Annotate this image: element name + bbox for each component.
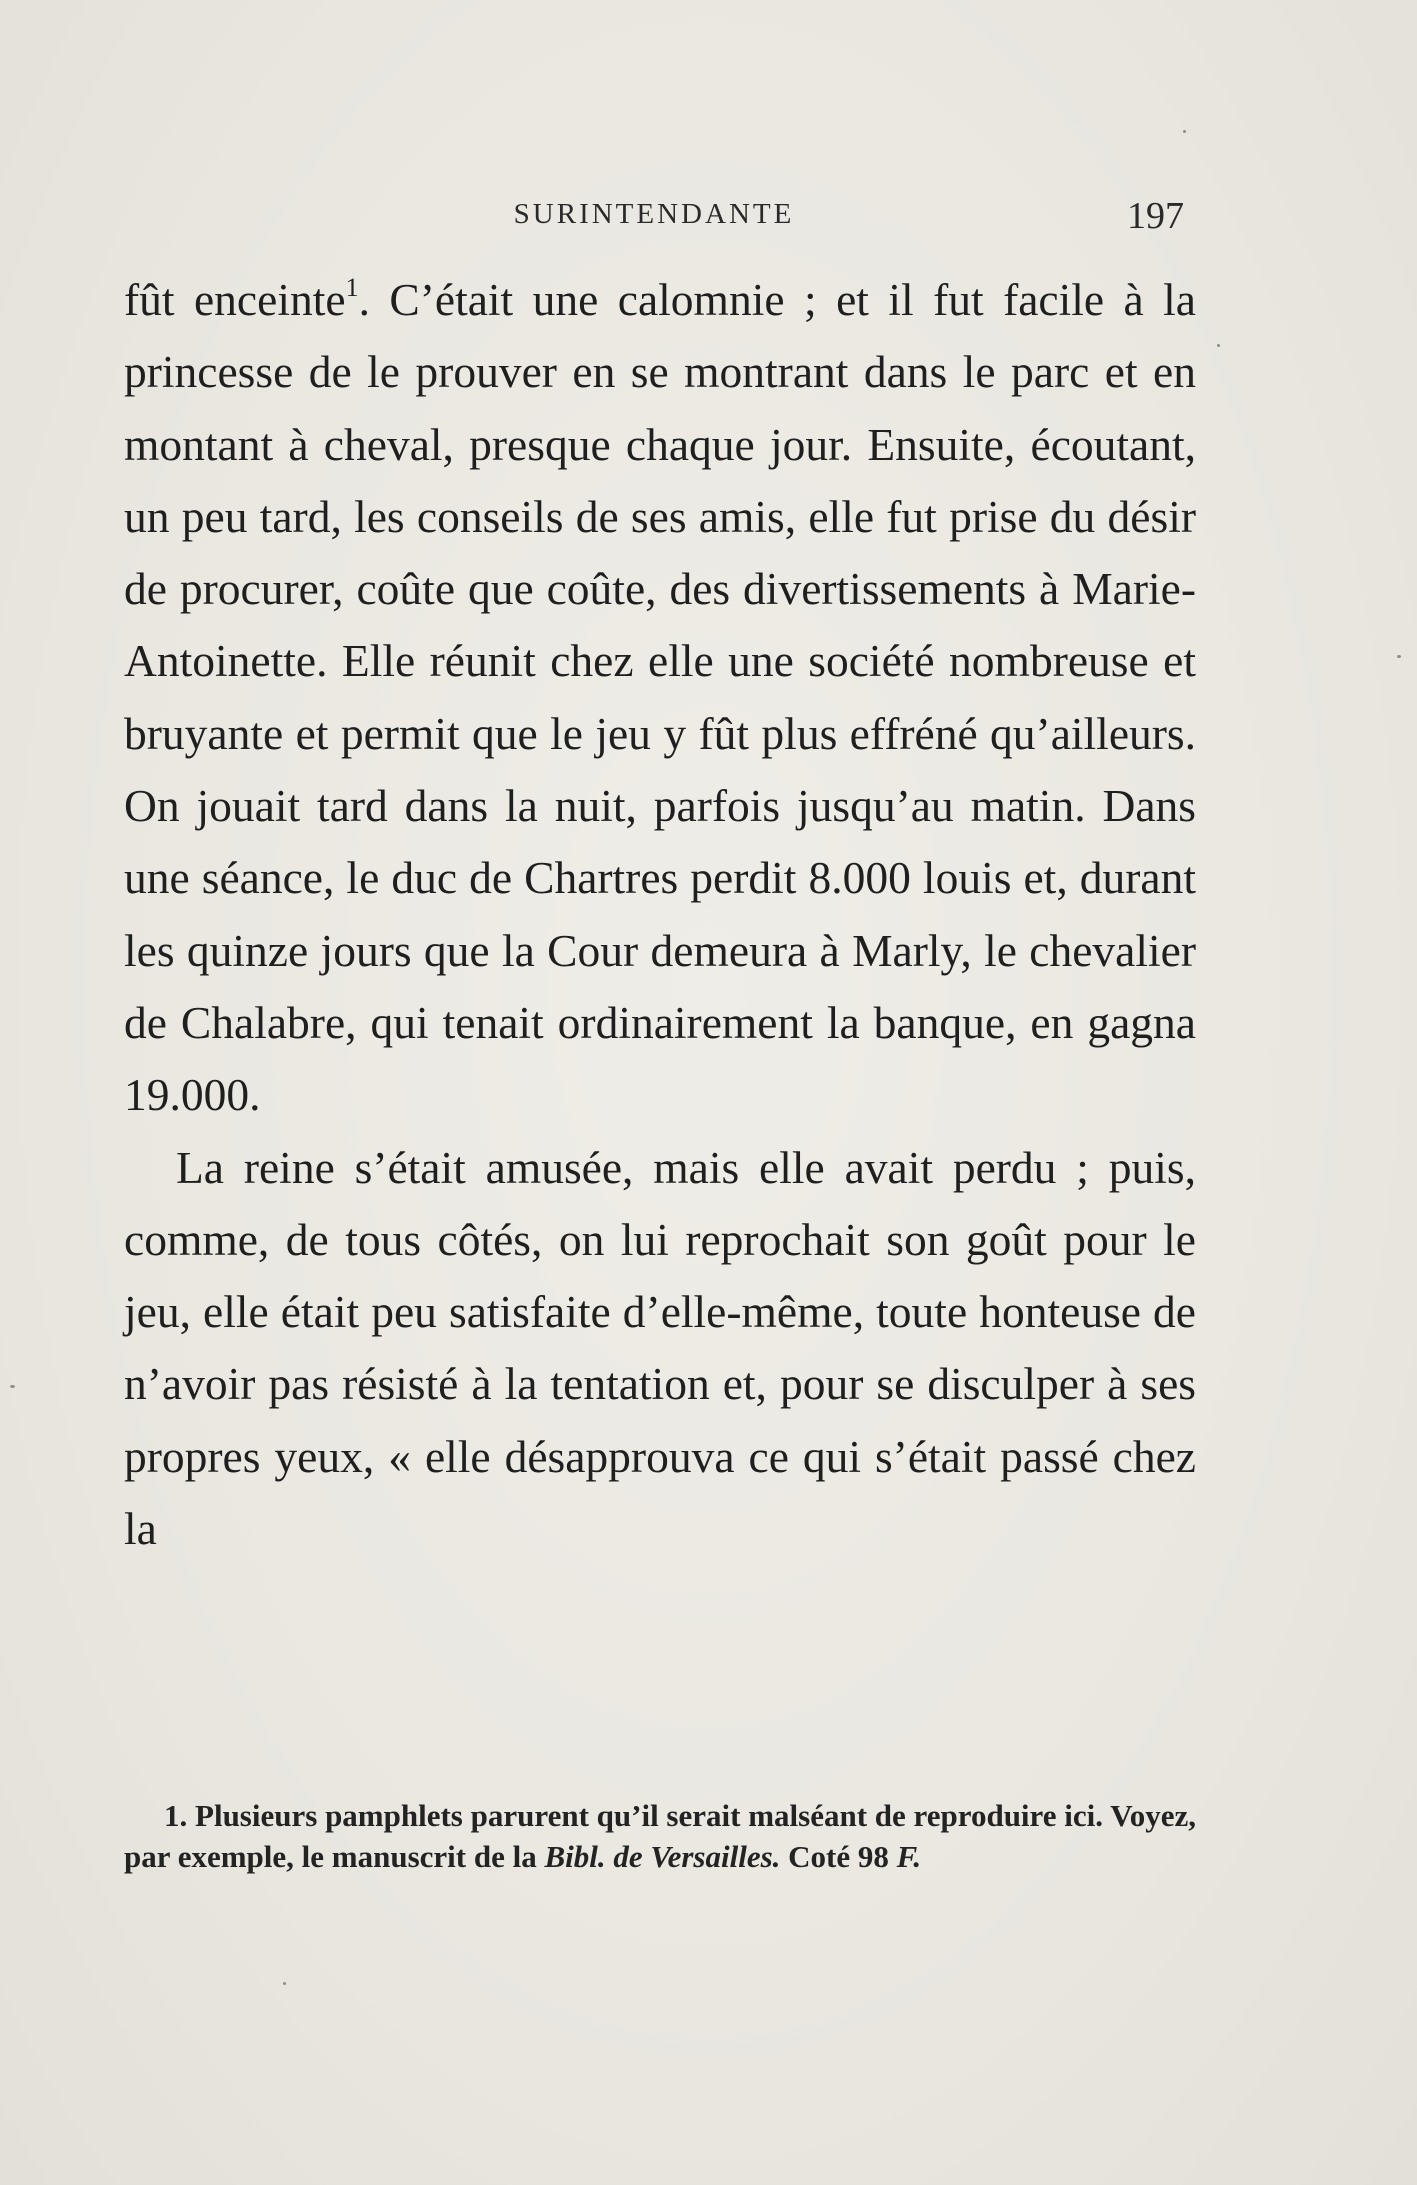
footnote-reference: 1 <box>345 273 359 302</box>
footnote-number: 1. <box>164 1798 188 1833</box>
footnote-italic-1: Bibl. de Versailles. <box>544 1839 781 1874</box>
paragraph-1-rest: . C’était une calomnie ; et il fut facile à la princesse de le prouver en se montrant dans le parc et en montant à cheval, presque chaque jour. Ensuite, écoutant, un peu tard, les conseils de ses amis, elle fut prise du désir de procurer, coûte que coûte, des divertissements à Marie-Antoinette. Elle réunit chez elle une société nombreuse et bruyante et permit que le jeu y fût plus effréné qu’ailleurs. On jouait tard dans la nuit, parfois jusqu’au matin. Dans une séance, le duc de Chartres perdit 8.000 louis et, durant les quinze jours que la Cour demeura à Marly, le chevalier de Chalabre, qui tenait ordinairement la banque, en gagna 19.000. <box>124 274 1197 1121</box>
paragraph-1-start: fût enceinte <box>124 274 346 325</box>
body-text <box>124 264 1196 1565</box>
page-number: 197 <box>1127 195 1184 237</box>
running-head <box>124 195 1184 238</box>
footnote-text-1: Plusieurs pamphlets parurent qu’il serait malséant de reproduire ici. Voyez, par exemple, le manuscrit de la <box>124 1798 1197 1874</box>
paper-speck <box>1217 344 1220 347</box>
running-title: SURINTENDANTE <box>513 198 795 230</box>
paragraph-2: La reine s’était amusée, mais elle avait perdu ; puis, comme, de tous côtés, on lui reprochait son goût pour le jeu, elle était peu satisfaite d’elle-même, toute honteuse de n’avoir pas résisté à la tentation et, pour se disculper à ses propres yeux, « elle désapprouva ce qui s’était passé chez la <box>124 1141 1196 1555</box>
footnote <box>124 1795 1196 1877</box>
paragraph-1 <box>124 264 1196 1132</box>
paper-speck <box>1397 655 1401 658</box>
paper-speck <box>283 1982 286 1985</box>
paper-speck <box>10 1385 15 1388</box>
footnote-italic-2: F. <box>896 1839 922 1874</box>
paper-speck <box>1183 130 1186 133</box>
footnote-text-2: Coté 98 <box>788 1839 889 1874</box>
